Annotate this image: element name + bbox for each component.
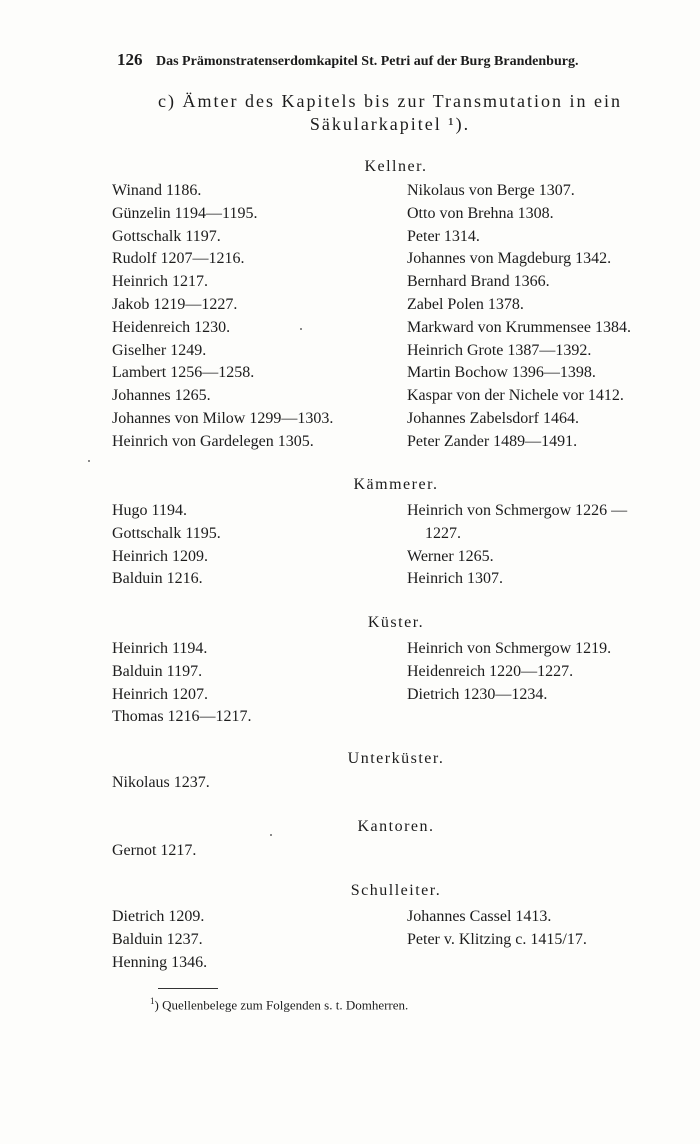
- heading-kuester: Küster.: [367, 614, 425, 631]
- list-item: Winand 1186.: [112, 182, 202, 199]
- section-title-line-1: c) Ämter des Kapitels bis zur Transmutation in ein: [158, 91, 622, 111]
- list-item: Johannes 1265.: [112, 387, 211, 405]
- section-title-line-2: Säkularkapitel ¹).: [309, 114, 471, 134]
- heading-kaemmerer: Kämmerer.: [353, 476, 439, 493]
- list-item: Jakob 1219—1227.: [112, 295, 238, 313]
- list-item: Heinrich Grote 1387—1392.: [407, 341, 592, 359]
- list-item: Nikolaus von Berge 1307.: [407, 182, 575, 199]
- list-item: Martin Bochow 1396—1398.: [407, 364, 596, 382]
- list-item: Heinrich 1207.: [112, 685, 208, 703]
- footnote: [150, 996, 408, 1013]
- list-item: Dietrich 1209.: [112, 908, 205, 925]
- list-item: Rudolf 1207—1216.: [112, 250, 245, 268]
- heading-unterkuester: Unterküster.: [347, 750, 445, 767]
- list-item: 1227.: [425, 524, 461, 542]
- list-item: Johannes von Magdeburg 1342.: [407, 250, 612, 268]
- schulleiter-right-list: [407, 906, 587, 952]
- list-item: Heinrich von Gardelegen 1305.: [112, 432, 314, 450]
- list-item: Heinrich 1217.: [112, 273, 208, 291]
- list-item: Thomas 1216—1217.: [112, 708, 252, 726]
- list-item: Bernhard Brand 1366.: [407, 273, 550, 291]
- footnote-marker: 1: [150, 996, 155, 1006]
- schulleiter-left-list: [112, 906, 207, 974]
- list-item: Peter Zander 1489—1491.: [407, 432, 578, 450]
- list-item: Gottschalk 1197.: [112, 227, 221, 245]
- list-item: Balduin 1197.: [112, 662, 203, 680]
- list-item: Werner 1265.: [407, 547, 494, 565]
- kuester-left-list: [112, 638, 252, 729]
- list-item: Henning 1346.: [112, 953, 208, 971]
- paper-speck: [300, 328, 302, 330]
- heading-kellner: Kellner.: [364, 158, 428, 175]
- list-item: Heinrich von Schmergow 1219.: [407, 640, 612, 657]
- list-item: Johannes Zabelsdorf 1464.: [407, 409, 579, 427]
- list-item: Otto von Brehna 1308.: [407, 204, 554, 222]
- running-header: [117, 50, 660, 70]
- list-item: Dietrich 1230—1234.: [407, 685, 548, 703]
- list-item: Heinrich von Schmergow 1226 —: [407, 502, 628, 519]
- list-item: Kaspar von der Nichele vor 1412.: [407, 387, 624, 405]
- list-item: Peter 1314.: [407, 227, 480, 245]
- unterkuester-left-list: [112, 772, 210, 795]
- list-item: Heinrich 1307.: [407, 570, 503, 588]
- list-item: Markward von Krummensee 1384.: [407, 318, 631, 336]
- list-item: Hugo 1194.: [112, 502, 187, 519]
- list-item: Heinrich 1194.: [112, 640, 208, 657]
- list-item: Nikolaus 1237.: [112, 774, 210, 791]
- kellner-right-list: [407, 180, 631, 454]
- list-item: Gottschalk 1195.: [112, 524, 221, 542]
- paper-speck: [88, 460, 90, 462]
- paper-speck: [270, 834, 272, 836]
- kuester-right-list: [407, 638, 611, 706]
- list-item: Peter v. Klitzing c. 1415/17.: [407, 930, 587, 948]
- list-item: Balduin 1237.: [112, 930, 203, 948]
- heading-kantoren: Kantoren.: [357, 818, 435, 835]
- list-item: Johannes Cassel 1413.: [407, 908, 552, 925]
- heading-schulleiter: Schulleiter.: [350, 882, 442, 899]
- running-title: Das Prämonstratenserdomkapitel St. Petri auf der Burg Brandenburg.: [156, 54, 579, 69]
- list-item: Heinrich 1209.: [112, 547, 208, 565]
- list-item: Giselher 1249.: [112, 341, 207, 359]
- list-item: Günzelin 1194—1195.: [112, 204, 258, 222]
- footnote-divider: [158, 988, 218, 989]
- list-item: Gernot 1217.: [112, 842, 197, 859]
- list-item: Heidenreich 1230.: [112, 318, 231, 336]
- kellner-left-list: [112, 180, 333, 454]
- page-number: 126: [117, 50, 143, 69]
- kantoren-left-list: [112, 840, 196, 863]
- list-item: Balduin 1216.: [112, 570, 203, 588]
- kaemmerer-left-list: [112, 500, 221, 591]
- footnote-text: ) Quellenbelege zum Folgenden s. t. Domherren.: [154, 997, 409, 1013]
- list-item: Lambert 1256—1258.: [112, 364, 255, 382]
- list-item: Zabel Polen 1378.: [407, 295, 524, 313]
- list-item: Heidenreich 1220—1227.: [407, 662, 574, 680]
- list-item: Johannes von Milow 1299—1303.: [112, 409, 334, 427]
- kaemmerer-right-list: [407, 500, 627, 591]
